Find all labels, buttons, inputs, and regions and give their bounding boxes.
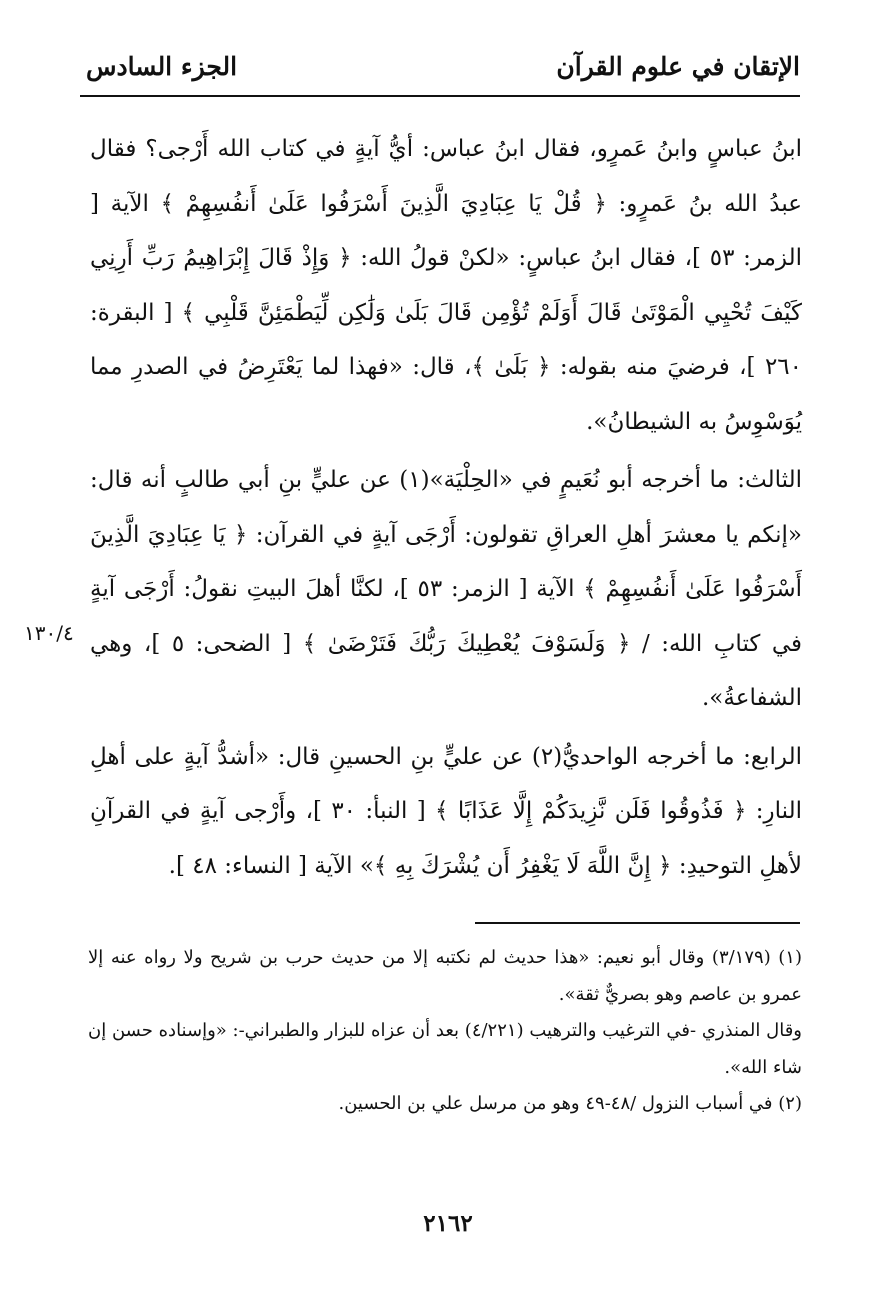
paragraph-third: الثالث: ما أخرجه أبو نُعَيمٍ في «الحِلْيَة»(١) عن عليٍّ بنِ أبي طالبٍ أنه قال: «إنكم يا معشرَ أهلِ العراقِ تقولون: أَرْجَى آيةٍ في القرآن: ﴿ يَا عِبَادِيَ الَّذِينَ أَسْرَفُوا عَلَىٰ أَنفُسِهِمْ ﴾ الآية [ الزمر: ٥٣ ]، لكنَّا أهلَ البيتِ نقولُ: أَرْجَى آيةٍ في كتابِ الله: / ﴿ وَلَسَوْفَ يُعْطِيكَ رَبُّكَ فَتَرْضَىٰ ﴾ [ الضحى: ٥ ]، وهي الشفاعةُ». bbox=[90, 467, 802, 711]
footnote-1-continued: وقال المنذري -في الترغيب والترهيب (٤/٢٢١) بعد أن عزاه للبزار والطبراني-: «وإسناده حسن إن شاء الله». bbox=[88, 1020, 803, 1078]
footnote-divider bbox=[475, 922, 800, 924]
running-header bbox=[80, 52, 800, 94]
manuscript-folio-note: ١٣٠/٤ bbox=[24, 621, 74, 645]
footnotes bbox=[88, 940, 802, 1123]
main-text bbox=[90, 122, 802, 893]
paragraph-ibn-abbas: ابنُ عباسٍ وابنُ عَمرٍو، فقال ابنُ عباس: أيُّ آيةٍ في كتاب الله أَرْجى؟ فقال عبدُ الله بنُ عَمرٍو: ﴿ قُلْ يَا عِبَادِيَ الَّذِينَ أَسْرَفُوا عَلَىٰ أَنفُسِهِمْ ﴾ الآية [ الزمر: ٥٣ ]، فقال ابنُ عباسٍ: «لكنْ قولُ الله: ﴿ وَإِذْ قَالَ إِبْرَاهِيمُ رَبِّ أَرِنِي كَيْفَ تُحْيِي الْمَوْتَىٰ قَالَ أَوَلَمْ تُؤْمِن قَالَ بَلَىٰ وَلَٰكِن لِّيَطْمَئِنَّ قَلْبِي ﴾ [ البقرة: ٢٦٠ ]، فرضيَ منه بقوله: ﴿ بَلَىٰ ﴾، قال: «فهذا لما يَعْتَرِضُ في الصدرِ مما يُوَسْوِسُ به الشيطانُ». bbox=[90, 136, 802, 435]
volume-part: الجزء السادس bbox=[86, 52, 238, 81]
paragraph-fourth: الرابع: ما أخرجه الواحديُّ(٢) عن عليٍّ بنِ الحسينِ قال: «أشدُّ آيةٍ على أهلِ النارِ: ﴿ فَذُوقُوا فَلَن نَّزِيدَكُمْ إِلَّا عَذَابًا ﴾ [ النبأ: ٣٠ ]، وأَرْجى آيةٍ في القرآنِ لأهلِ التوحيدِ: ﴿ إِنَّ اللَّهَ لَا يَغْفِرُ أَن يُشْرَكَ بِهِ ﴾» الآية [ النساء: ٤٨ ]. bbox=[90, 743, 802, 879]
header-divider bbox=[80, 95, 800, 97]
page-number: ٢١٦٢ bbox=[423, 1210, 473, 1237]
footnote-1: (١) (٣/١٧٩) وقال أبو نعيم: «هذا حديث لم نكتبه إلا من حديث حرب بن شريح ولا رواه عنه إلا عمرو بن عاصم وهو بصريٌّ ثقة». bbox=[88, 947, 802, 1005]
book-title: الإتقان في علوم القرآن bbox=[556, 52, 800, 81]
footnote-2: (٢) في أسباب النزول /٤٨-٤٩ وهو من مرسل علي بن الحسين. bbox=[338, 1093, 802, 1114]
